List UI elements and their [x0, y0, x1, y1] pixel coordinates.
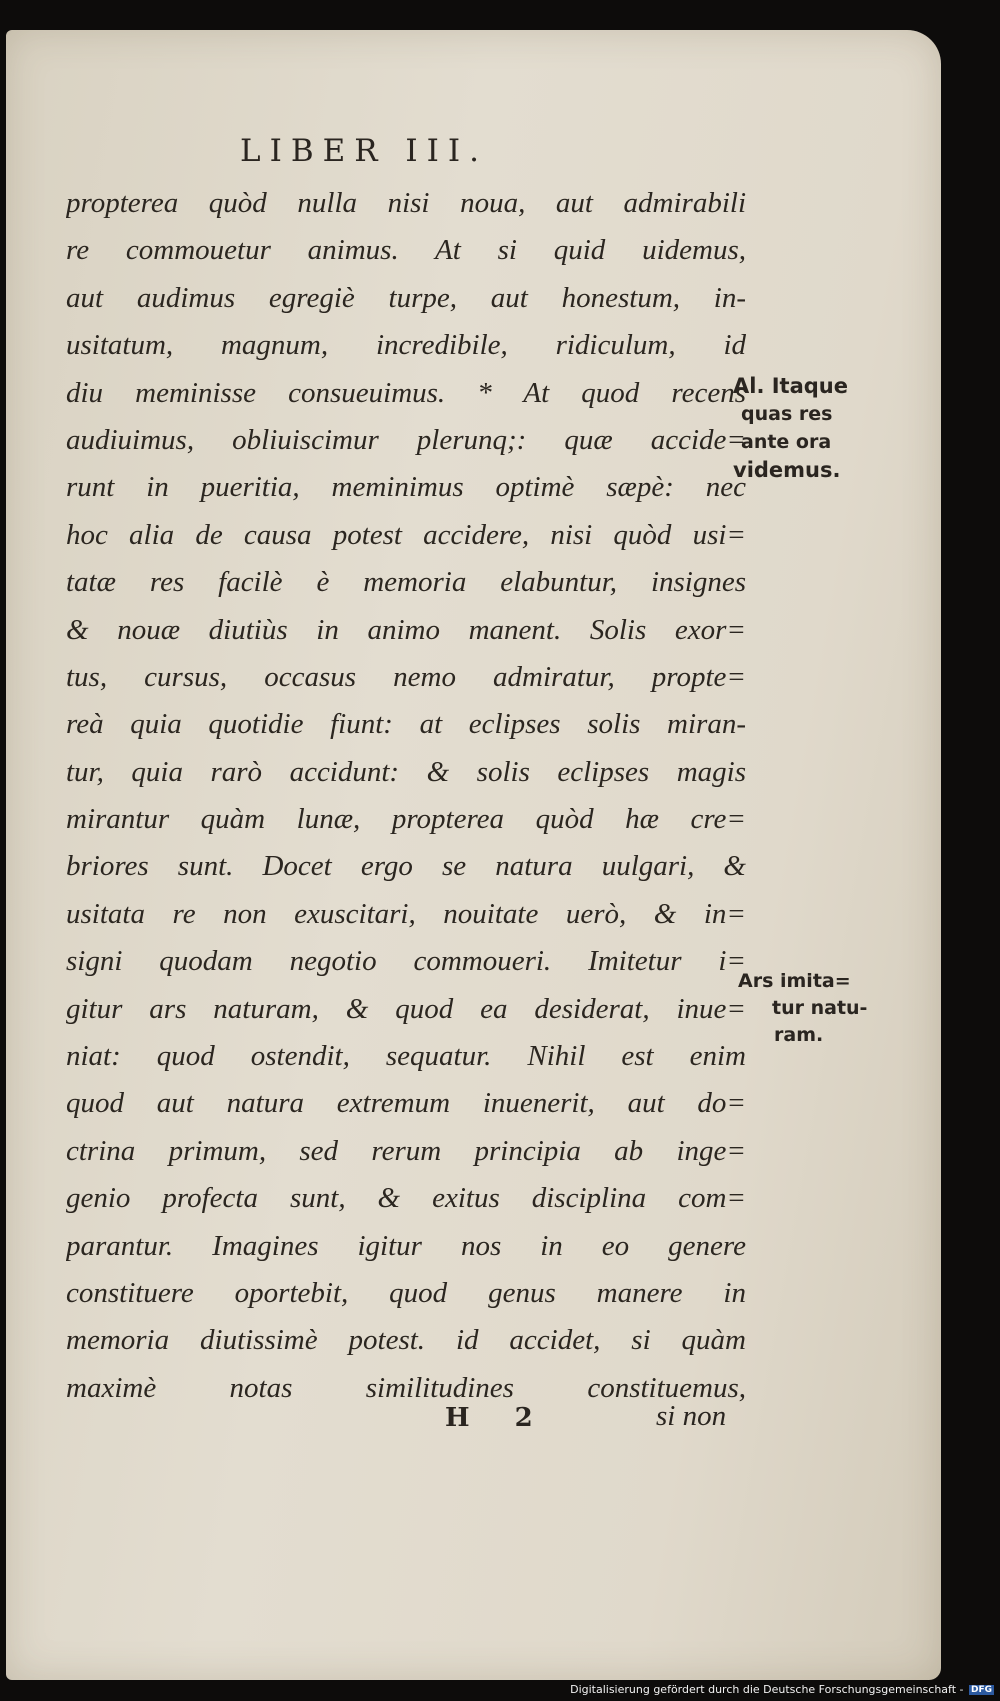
text-line: maximè notas similitudines constituemus,: [66, 1371, 746, 1404]
margin-note-ars-imitatur: [738, 968, 867, 1049]
text-line: constituere oportebit, quod genus manere in: [66, 1276, 746, 1309]
text-line: parantur. Imagines igitur nos in eo genere: [66, 1229, 746, 1262]
text-line: propterea quòd nulla nisi noua, aut admirabili: [66, 187, 746, 219]
body-text: [66, 180, 746, 1412]
margin-note-line: ram.: [774, 1024, 824, 1046]
dfg-logo-icon: DFG: [970, 1685, 992, 1695]
text-line: mirantur quàm lunæ, propterea quòd hæ cre=: [66, 803, 746, 836]
text-line: briores sunt. Docet ergo se natura uulgari, &: [66, 850, 746, 883]
catchword: si non: [656, 1400, 727, 1432]
running-head: LIBER III.: [240, 133, 489, 169]
margin-note-line: videmus.: [733, 458, 841, 482]
text-line: aut audimus egregiè turpe, aut honestum, in-: [66, 281, 746, 314]
text-line: tatæ res facilè è memoria elabuntur, insignes: [66, 566, 746, 599]
footer-text: Digitalisierung gefördert durch die Deutsche Forschungsgemeinschaft -: [570, 1683, 964, 1696]
text-line: genio profecta sunt, & exitus disciplina com=: [66, 1182, 746, 1215]
text-line: usitatum, magnum, incredibile, ridiculum, id: [66, 329, 746, 362]
text-line: gitur ars naturam, & quod ea desiderat, inue=: [66, 992, 746, 1025]
text-line: quod aut natura extremum inuenerit, aut do=: [66, 1087, 746, 1120]
text-line: re commouetur animus. At si quid uidemus,: [66, 234, 746, 267]
footer-credit: [570, 1683, 994, 1696]
text-line: memoria diutissimè potest. id accidet, si quàm: [66, 1324, 746, 1357]
margin-note-line: tur natu-: [772, 997, 868, 1019]
text-line: signi quodam negotio commoueri. Imitetur i=: [66, 945, 746, 978]
text-line: audiuimus, obliuiscimur plerunq;: quæ accide=: [66, 423, 746, 456]
text-line: niat: quod ostendit, sequatur. Nihil est enim: [66, 1040, 746, 1073]
margin-note-itaque: [733, 372, 848, 484]
margin-note-line: quas res: [741, 403, 833, 425]
text-line: diu meminisse consueuimus. * At quod recens: [66, 376, 746, 409]
text-line: hoc alia de causa potest accidere, nisi quòd usi=: [66, 518, 746, 551]
text-line: ctrina primum, sed rerum principia ab inge=: [66, 1134, 746, 1167]
margin-note-line: Al. Itaque: [733, 374, 848, 398]
signature-mark: H 2: [445, 1403, 551, 1433]
text-line: usitata re non exuscitari, nouitate uerò, & in=: [66, 897, 746, 930]
text-line: reà quia quotidie fiunt: at eclipses solis miran-: [66, 708, 746, 741]
text-line: tur, quia rarò accidunt: & solis eclipses magis: [66, 755, 746, 788]
text-line: tus, cursus, occasus nemo admiratur, propte=: [66, 660, 746, 693]
text-line: & nouæ diutiùs in animo manent. Solis exor=: [66, 613, 746, 646]
text-line: runt in pueritia, meminimus optimè sæpè: nec: [66, 471, 746, 504]
margin-note-line: Ars imita=: [738, 970, 851, 992]
margin-note-line: ante ora: [741, 431, 832, 453]
